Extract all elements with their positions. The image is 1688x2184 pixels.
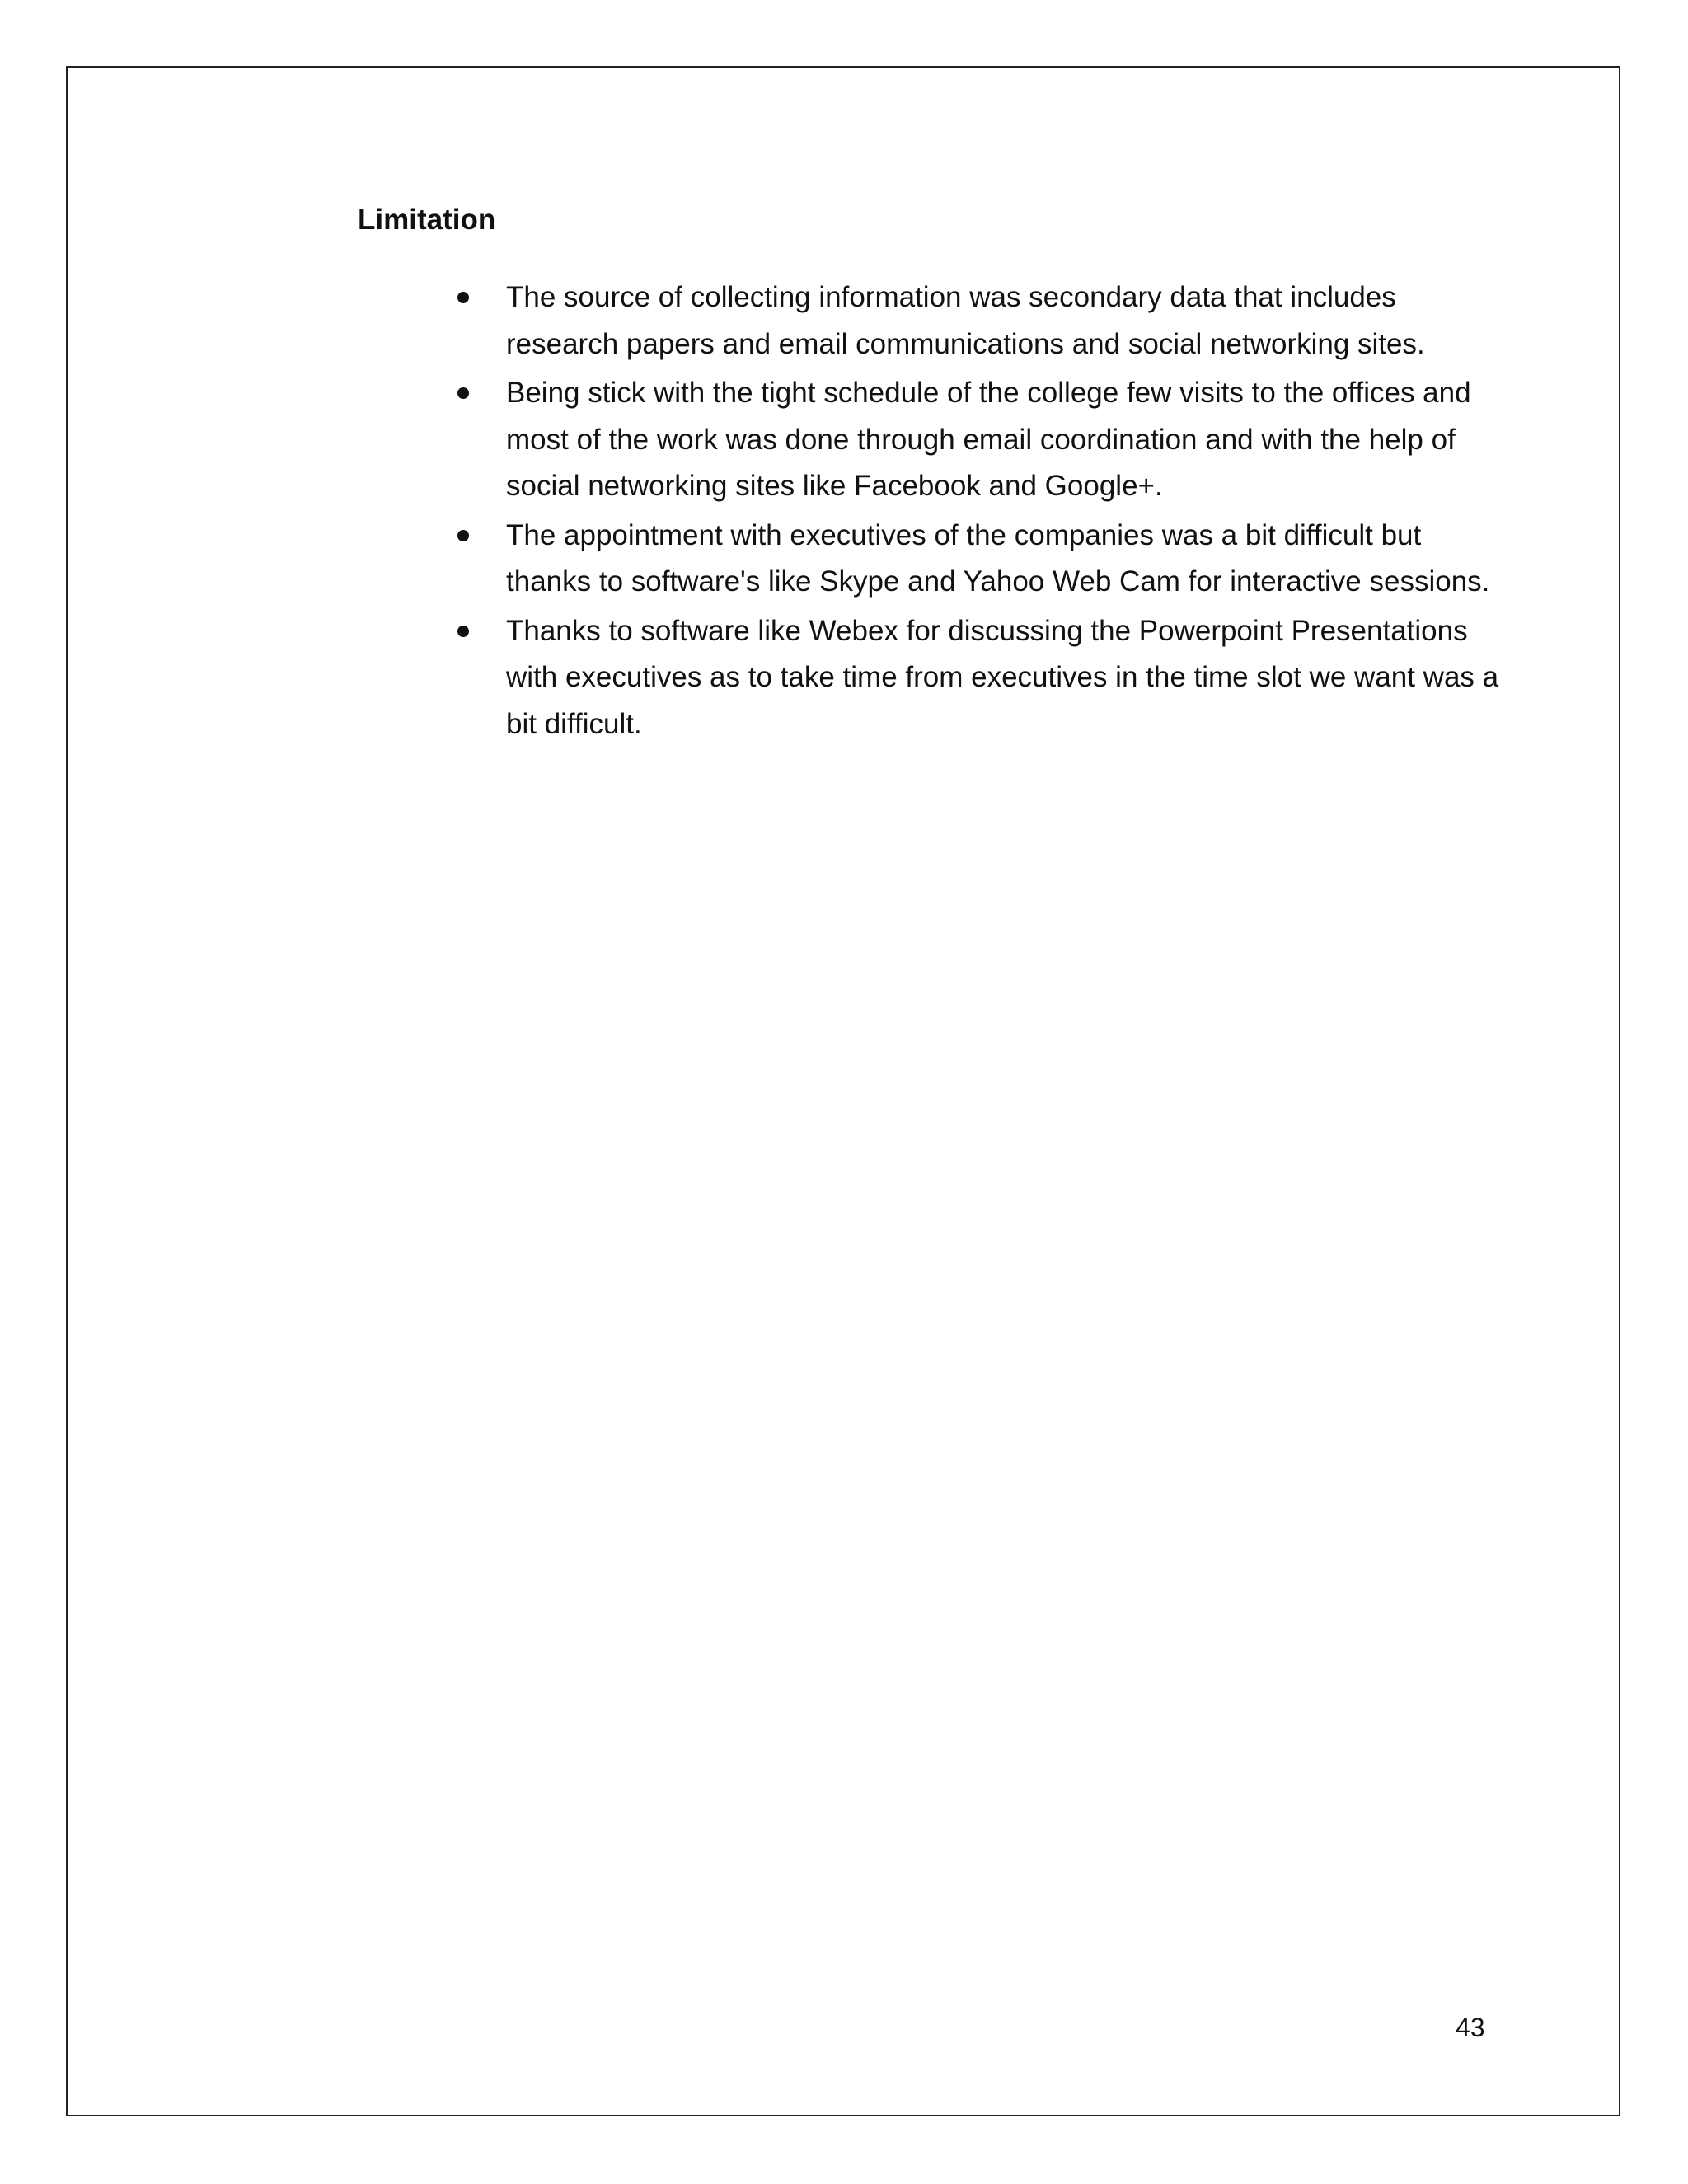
list-item-text: The source of collecting information was secondary data that includes research papers and email communications and social networking sites.	[506, 281, 1425, 360]
bullet-icon	[457, 530, 469, 541]
list-item	[453, 513, 1508, 606]
page-number: 43	[1456, 2013, 1485, 2042]
list-item-text: The appointment with executives of the companies was a bit difficult but thanks to software's like Skype and Yahoo Web Cam for interactive sessions.	[506, 518, 1490, 598]
limitations-list	[453, 274, 1508, 750]
bullet-icon	[457, 387, 469, 399]
list-item	[453, 370, 1508, 510]
section-heading: Limitation	[358, 204, 496, 236]
list-item	[453, 608, 1508, 748]
bullet-icon	[457, 626, 469, 637]
bullet-icon	[457, 292, 469, 303]
list-item-text: Being stick with the tight schedule of the college few visits to the offices and most of the work was done through email coordination and with the help of social networking sites like Facebook and Google+.	[506, 377, 1471, 502]
list-item	[453, 274, 1508, 368]
list-item-text: Thanks to software like Webex for discussing the Powerpoint Presentations with executives as to take time from executives in the time slot we want was a bit difficult.	[506, 614, 1499, 740]
